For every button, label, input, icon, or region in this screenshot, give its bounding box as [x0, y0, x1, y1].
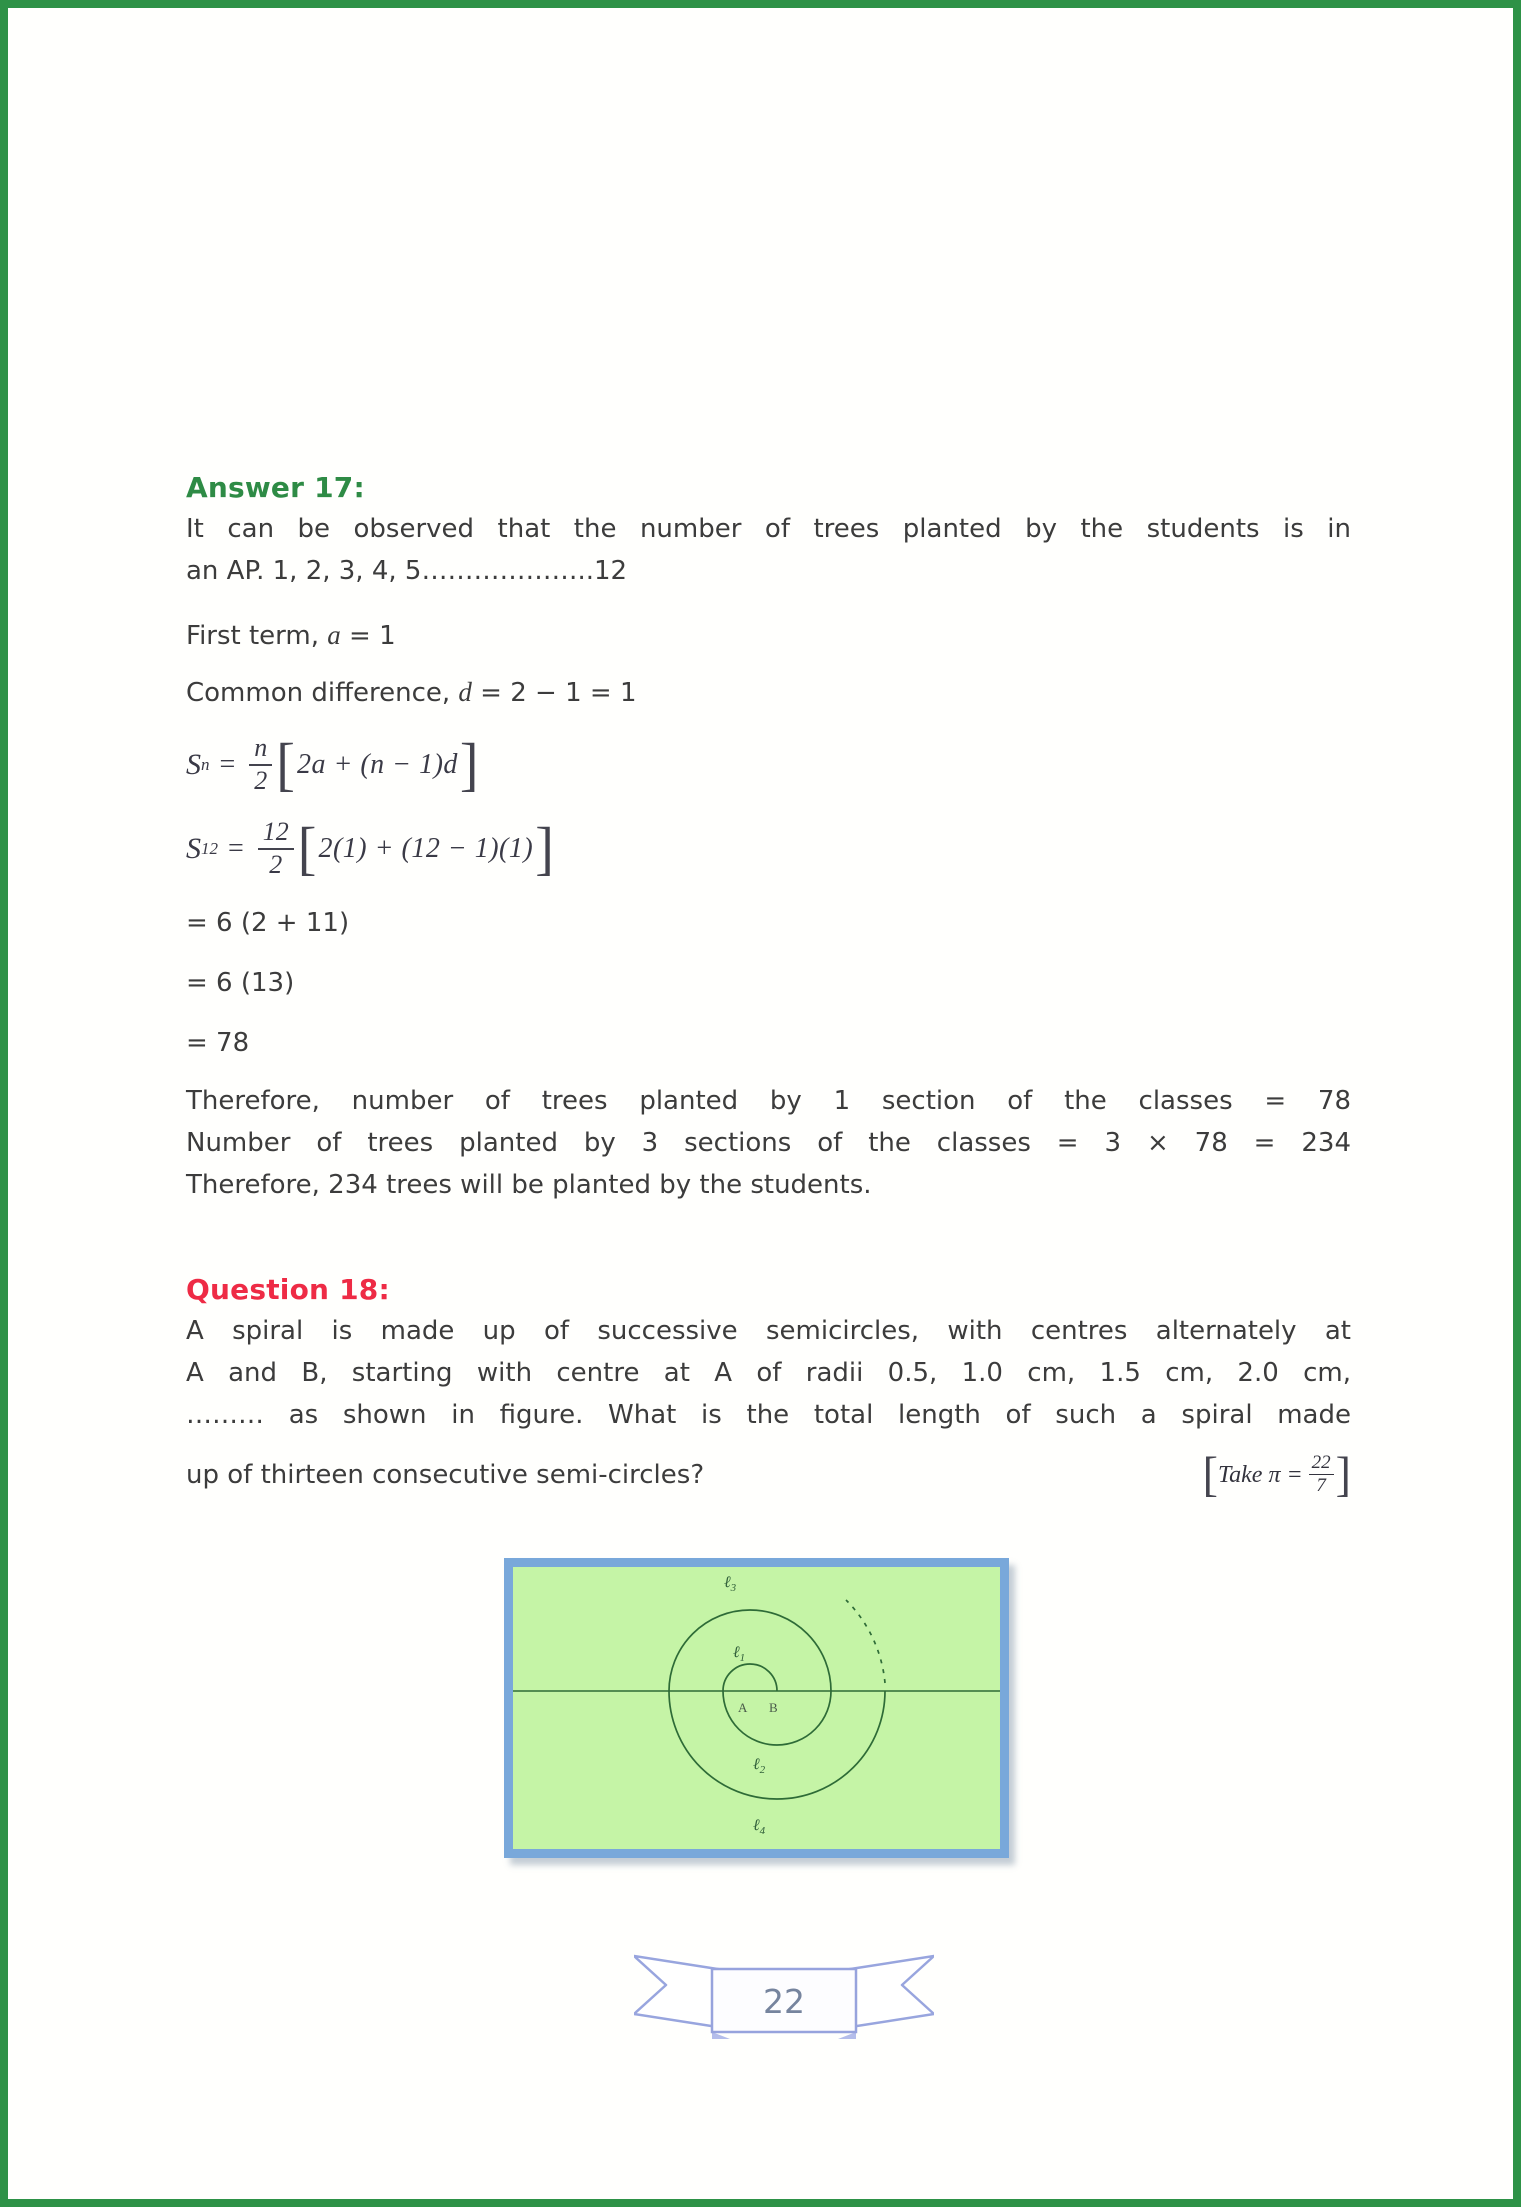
label-l1: ℓ$_1$ — [733, 1644, 746, 1664]
sum-formula-s12 — [186, 814, 1351, 884]
calculation-steps — [186, 902, 1351, 1064]
formula-body: 2(1) + (12 − 1)(1) — [318, 833, 534, 864]
label-l2: ℓ$_2$ — [753, 1756, 766, 1776]
common-diff-variable: d — [458, 677, 472, 707]
question-line-1: A spiral is made up of successive semicircles, with centres alternately at — [186, 1316, 1351, 1346]
conclusion-line-2: Number of trees planted by 3 sections of the classes = 3 × 78 = 234 — [186, 1128, 1351, 1158]
ribbon-right-tail — [844, 1956, 934, 2028]
step-line: = 6 (2 + 11) — [186, 908, 350, 938]
right-bracket: ] — [459, 732, 479, 798]
answer-17-conclusion — [186, 1080, 1351, 1206]
equals-sign: = — [219, 749, 236, 780]
question-18-heading: Question 18: — [186, 1273, 390, 1306]
left-bracket: [ — [276, 732, 295, 798]
conclusion-line-1: Therefore, number of trees planted by 1 section of the classes = 78 — [186, 1086, 1351, 1116]
first-term-variable: a — [327, 620, 341, 650]
first-term-value: = 1 — [340, 621, 396, 651]
sum-subscript: 12 — [201, 839, 218, 858]
answer-intro-line-2: an AP. 1, 2, 3, 4, 5………………..12 — [186, 556, 628, 586]
sum-symbol: S — [186, 832, 201, 865]
page-number-ribbon — [634, 1950, 934, 2040]
sum-formula-general — [186, 730, 1351, 800]
common-difference-line — [186, 671, 1351, 714]
semicircle-l3 — [669, 1610, 831, 1691]
formula-body: 2a + (n − 1)d — [296, 749, 458, 780]
dashed-continuation-arc — [846, 1600, 885, 1683]
top-whitespace — [186, 8, 1351, 470]
take-pi-text: Take π = — [1218, 1461, 1303, 1488]
left-bracket: [ — [1202, 1447, 1218, 1502]
semicircle-l1 — [723, 1664, 777, 1691]
common-diff-value: = 2 − 1 = 1 — [471, 678, 637, 708]
fraction-22-over-7: $\frac{22}{7}$ — [1309, 1453, 1334, 1497]
sum-symbol: S — [186, 748, 201, 781]
question-18-paragraph — [186, 1310, 1351, 1436]
answer-intro-line-1: It can be observed that the number of trees planted by the students is in — [186, 514, 1351, 544]
page-content — [186, 8, 1351, 2040]
fraction-12-over-2: $\frac{12}{2}$ — [258, 818, 294, 879]
question-18-last-row — [186, 1444, 1351, 1506]
question-line-3: ……… as shown in figure. What is the total length of such a spiral made — [186, 1400, 1351, 1430]
label-point-a: A — [738, 1700, 748, 1715]
sum-subscript: n — [201, 755, 210, 774]
conclusion-line-3: Therefore, 234 trees will be planted by the students. — [186, 1170, 872, 1200]
label-l3: ℓ$_3$ — [724, 1574, 737, 1594]
label-l4: ℓ$_4$ — [753, 1817, 766, 1837]
right-bracket: ] — [535, 816, 554, 882]
step-line: = 78 — [186, 1028, 250, 1058]
page-number: 22 — [763, 1982, 805, 2021]
first-term-line — [186, 614, 1351, 657]
first-term-prefix: First term, — [186, 621, 328, 651]
ribbon-left-tail — [634, 1956, 724, 2028]
answer-17-intro-paragraph — [186, 508, 1351, 592]
spiral-figure-svg — [513, 1567, 1000, 1849]
take-pi-note — [1202, 1447, 1351, 1502]
label-point-b: B — [769, 1700, 778, 1715]
answer-17-heading: Answer 17: — [186, 471, 365, 504]
right-bracket: ] — [1335, 1447, 1351, 1502]
question-line-4: up of thirteen consecutive semi-circles? — [186, 1460, 705, 1490]
question-line-2: A and B, starting with centre at A of radii 0.5, 1.0 cm, 1.5 cm, 2.0 cm, — [186, 1358, 1351, 1388]
ribbon-svg — [634, 1950, 934, 2040]
fraction-n-over-2: $\frac{n}{2}$ — [249, 734, 272, 795]
equals-sign: = — [228, 833, 244, 864]
step-line: = 6 (13) — [186, 968, 295, 998]
common-diff-prefix: Common difference, — [186, 678, 459, 708]
spiral-figure — [504, 1558, 1009, 1858]
left-bracket: [ — [297, 816, 317, 882]
